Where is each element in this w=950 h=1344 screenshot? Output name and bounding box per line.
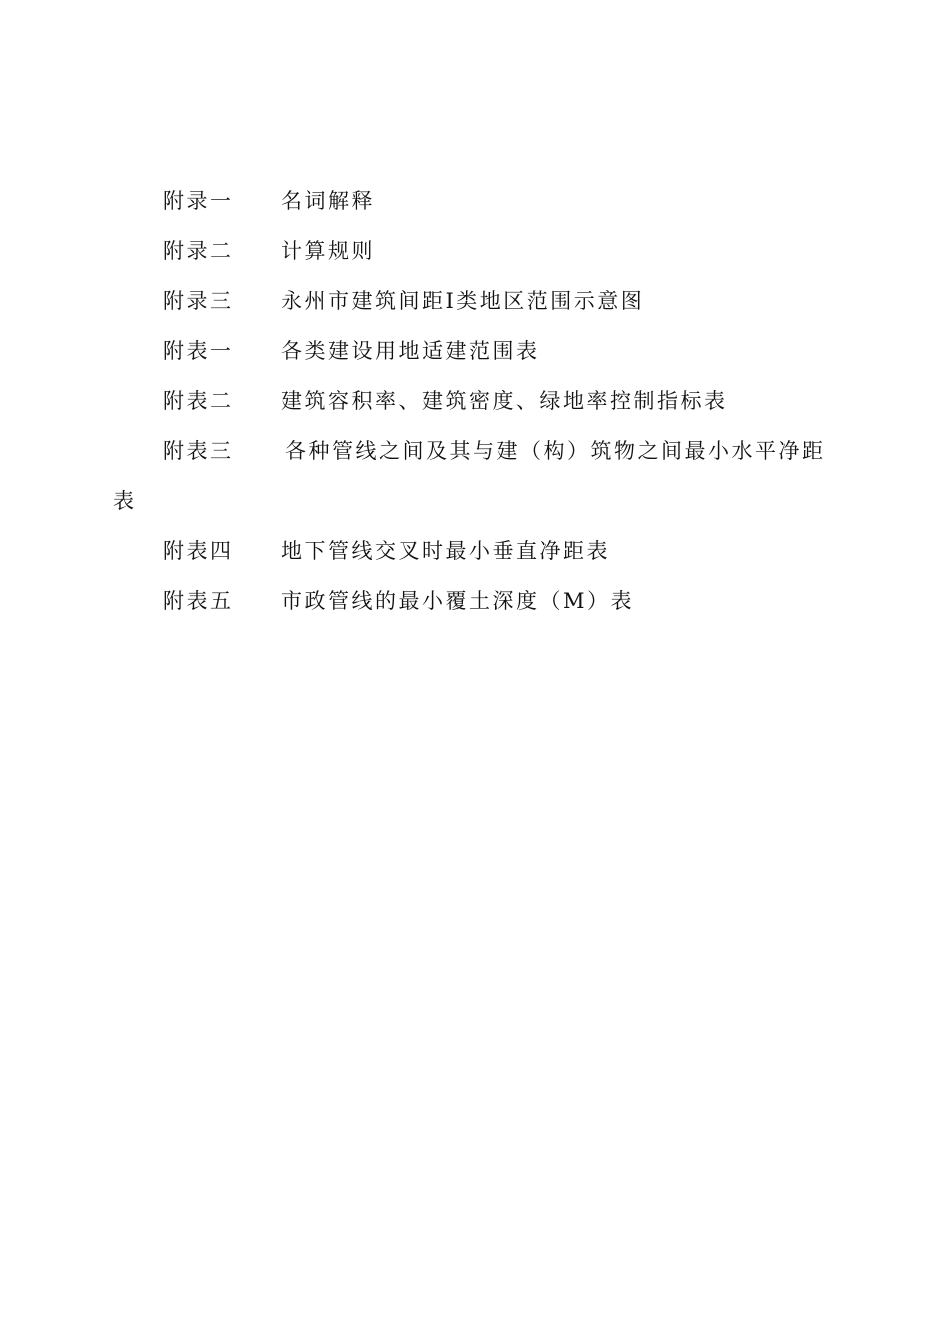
table-entry-3 [113,426,853,526]
appendix-list [113,176,853,626]
entry-title: 各类建设用地适建范围表 [281,339,540,363]
entry-label: 附表五 [163,589,234,613]
entry-title-continuation: 表 [113,489,137,513]
appendix-entry-2 [113,226,853,276]
entry-title: 建筑容积率、建筑密度、绿地率控制指标表 [281,389,728,413]
entry-label: 附录二 [163,239,234,263]
entry-title: 名词解释 [281,189,375,213]
entry-title: 市政管线的最小覆土深度（M）表 [281,589,635,613]
table-entry-1 [113,326,853,376]
entry-title: 各种管线之间及其与建（构）筑物之间最小水平净距 [285,439,826,463]
entry-label: 附录一 [163,189,234,213]
entry-label: 附表二 [163,389,234,413]
entry-title: 永州市建筑间距Ⅰ类地区范围示意图 [281,289,645,313]
entry-title: 地下管线交叉时最小垂直净距表 [281,539,610,563]
entry-label: 附表四 [163,539,234,563]
entry-label: 附录三 [163,289,234,313]
table-entry-5 [113,576,853,626]
entry-title: 计算规则 [281,239,375,263]
entry-label: 附表一 [163,339,234,363]
appendix-entry-1 [113,176,853,226]
appendix-entry-3 [113,276,853,326]
table-entry-4 [113,526,853,576]
entry-label: 附表三 [163,439,234,463]
table-entry-2 [113,376,853,426]
